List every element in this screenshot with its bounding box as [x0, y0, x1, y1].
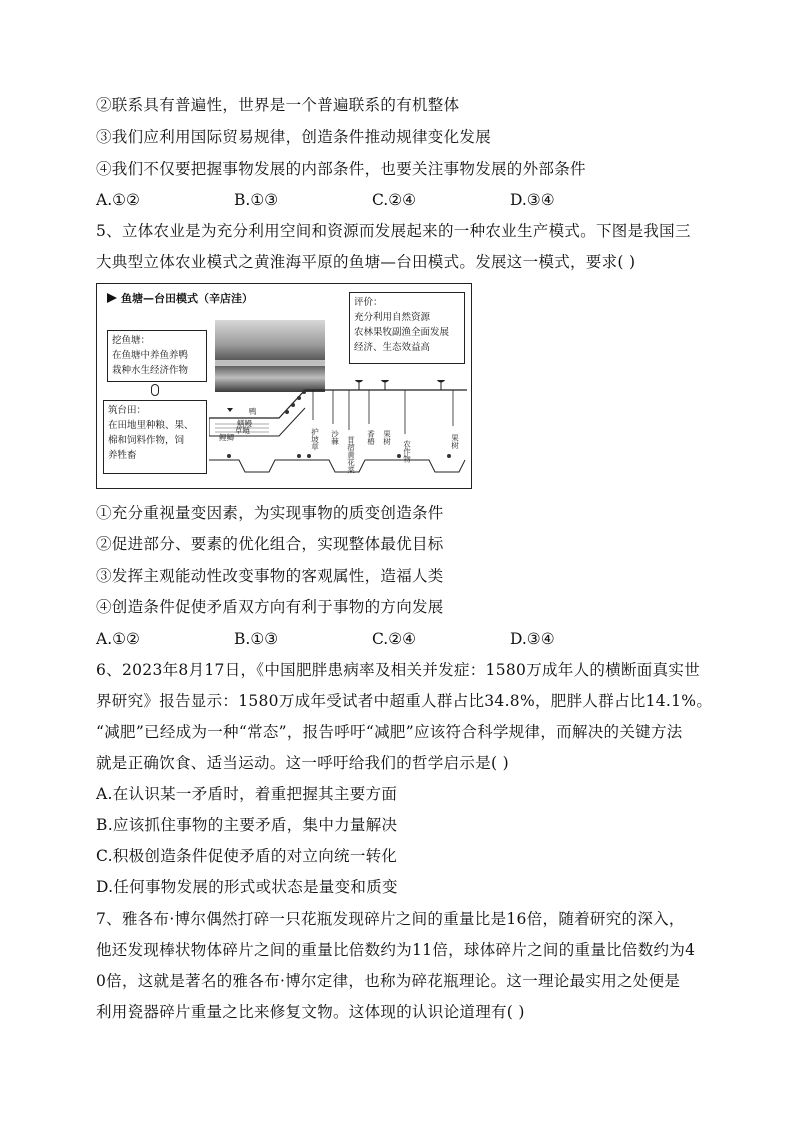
q4-option-c[interactable]: C.②④	[372, 191, 417, 209]
q4-option-a[interactable]: A.①②	[96, 191, 140, 209]
cross-section-diagram	[209, 380, 467, 486]
q7-stem-line-2: 他还发现棒状物体碎片之间的重量比倍数约为11倍，球体碎片之间的重量比倍数约为4	[96, 941, 696, 959]
dig-pond-label: 挖鱼塘：	[112, 335, 151, 346]
figure-title: 鱼塘—台田模式（辛店洼）	[107, 290, 253, 306]
label-slope-grass: 护坡草	[310, 428, 320, 451]
q5-item-3: ③发挥主观能动性改变事物的客观属性，造福人类	[96, 567, 444, 585]
q5-options	[96, 628, 616, 650]
label-carp: 鲤鲫	[219, 433, 234, 442]
evaluation-box	[349, 292, 465, 364]
label-fruit-tree-2: 果树	[450, 434, 460, 449]
label-alfalfa: 苜蓿黄花菜	[346, 436, 356, 474]
q5-option-b[interactable]: B.①③	[234, 630, 279, 648]
evaluation-line: 充分利用自然资源	[354, 312, 431, 323]
arrow-icon	[107, 293, 117, 303]
q4-option-b[interactable]: B.①③	[234, 191, 279, 209]
q6-option-a[interactable]: A.在认识某一矛盾时，着重把握其主要方面	[96, 785, 398, 803]
q5-stem-line-1: 5、立体农业是为充分利用空间和资源而发展起来的一种农业生产模式。下图是我国三	[96, 222, 691, 240]
fish-pond-terrace-figure	[96, 283, 472, 489]
q7-stem-line-1: 7、雅各布·博尔偶然打碎一只花瓶发现碎片之间的重量比是16倍，随着研究的深入，	[96, 910, 685, 928]
evaluation-line: 经济、生态效益高	[354, 342, 431, 353]
water-level-icon	[227, 408, 233, 412]
link-icon	[151, 384, 159, 396]
q7-stem-line-3: 0倍，这就是著名的雅各布·博尔定律，也称为碎花瓶理论。这一理论最实用之处便是	[96, 972, 681, 990]
q5-item-1: ①充分重视量变因素，为实现事物的质变创造条件	[96, 504, 444, 522]
terrace-field-box	[103, 400, 207, 474]
terrace-field-line: 养牲畜	[108, 450, 137, 461]
dig-pond-line: 栽种水生经济作物	[112, 365, 189, 376]
dig-pond-line: 在鱼塘中养鱼养鸭	[112, 350, 189, 361]
q5-option-a[interactable]: A.①②	[96, 630, 140, 648]
label-carp-silver: 草鲢	[235, 426, 250, 435]
q4-item-2: ②联系具有普遍性，世界是一个普遍联系的有机整体	[96, 96, 460, 114]
q6-option-b[interactable]: B.应该抓住事物的主要矛盾，集中力量解决	[96, 816, 398, 834]
label-crops: 农作物	[402, 440, 412, 463]
evaluation-label: 评价：	[354, 297, 383, 308]
q6-option-d[interactable]: D.任何事物发展的形式或状态是量变和质变	[96, 878, 398, 896]
label-fruit-tree-1: 果树	[382, 430, 392, 445]
q4-options	[96, 189, 616, 211]
terrace-field-line: 在田地里种粮、果、	[108, 420, 194, 431]
terrace-field-line: 棉和饲料作物，饲	[108, 435, 185, 446]
dig-pond-box	[107, 330, 207, 382]
q5-option-c[interactable]: C.②④	[372, 630, 417, 648]
q6-stem-line-2: 界研究》报告显示：1580万成年受试者中超重人群占比34.8%，肥胖人群占比14.1%。	[96, 692, 713, 710]
q5-item-2: ②促进部分、要素的优化组合，实现整体最优目标	[96, 535, 444, 553]
evaluation-line: 农林果牧副渔全面发展	[354, 327, 450, 338]
q4-item-4: ④我们不仅要把握事物发展的内部条件，也要关注事物发展的外部条件	[96, 160, 586, 178]
q5-item-4: ④创造条件促使矛盾双方向有利于事物的方向发展	[96, 598, 444, 616]
label-toona: 香椿	[366, 430, 376, 445]
q6-option-c[interactable]: C.积极创造条件促使矛盾的对立向统一转化	[96, 847, 398, 865]
q6-stem-line-4: 就是正确饮食、适当运动。这一呼吁给我们的哲学启示是( )	[96, 754, 509, 772]
q4-item-3: ③我们应利用国际贸易规律，创造条件推动规律变化发展	[96, 128, 492, 146]
q6-stem-line-3: “减肥”已经成为一种“常态”，报告呼吁“减肥”应该符合科学规律，而解决的关键方法	[96, 723, 683, 741]
q4-option-d[interactable]: D.③④	[510, 191, 555, 209]
label-eel: 鳝鳗	[237, 419, 252, 428]
label-sea-buckthorn: 沙棘	[330, 430, 340, 445]
q7-stem-line-4: 利用瓷器碎片重量之比来修复文物。这体现的认识论道理有( )	[96, 1003, 525, 1021]
terrace-field-label: 筑台田：	[108, 405, 147, 416]
q5-stem-line-2: 大典型立体农业模式之黄淮海平原的鱼塘—台田模式。发展这一模式，要求( )	[96, 253, 636, 271]
label-duck: 鸭	[249, 407, 257, 416]
q6-stem-line-1: 6、2023年8月17日，《中国肥胖患病率及相关并发症：1580万成年人的横断面真实世	[96, 661, 700, 679]
q5-option-d[interactable]: D.③④	[510, 630, 555, 648]
